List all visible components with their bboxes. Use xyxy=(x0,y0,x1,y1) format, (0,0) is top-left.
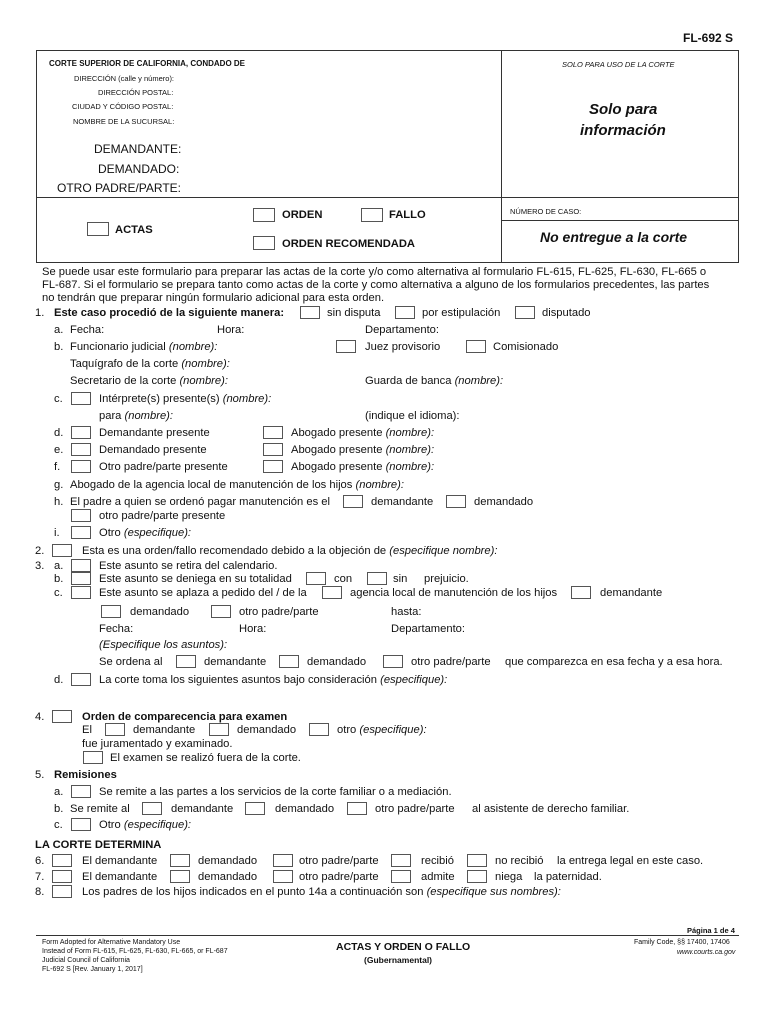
interpreter-label xyxy=(99,393,271,406)
other-parent-attorney-name-hint: (nombre): xyxy=(385,461,435,473)
recommended-name-hint: (especifique nombre): xyxy=(389,545,498,557)
order-label: ORDEN xyxy=(282,209,323,221)
continued-other-parent-label: otro padre/parte xyxy=(239,606,319,618)
stipulation-label: por estipulación xyxy=(422,307,501,319)
ordered-label: Se ordena al xyxy=(99,656,163,668)
footer-title: ACTAS Y ORDEN O FALLO xyxy=(336,941,471,953)
ordered-petitioner-checkbox[interactable] xyxy=(343,495,363,508)
exam-other-text: otro xyxy=(337,724,357,736)
judicial-officer-text: Funcionario judicial xyxy=(70,341,166,353)
exam-respondent-label: demandado xyxy=(237,724,297,736)
referral-other-label xyxy=(99,819,191,832)
petitioner-attorney-label xyxy=(291,427,434,440)
recommended-order-checkbox[interactable] xyxy=(253,236,275,250)
referral-other-checkbox[interactable] xyxy=(71,818,91,831)
intro-line2: FL-687. Si el formulario se prepara tanto como actas de la corte y como alternativa a alguno de los formularios precedentes, las partes xyxy=(42,279,710,291)
interpreter-text: Intérprete(s) presente(s) xyxy=(99,393,220,405)
s8-number: 8. xyxy=(35,886,45,898)
determination-heading: LA CORTE DETERMINA xyxy=(35,839,162,851)
other-parent-attorney-checkbox[interactable] xyxy=(263,460,283,473)
appear-petitioner-checkbox[interactable] xyxy=(176,655,196,668)
service-other-parent-checkbox[interactable] xyxy=(273,854,293,867)
exam-other-specify-hint: (especifique): xyxy=(359,724,427,736)
continued-respondent-checkbox[interactable] xyxy=(101,605,121,618)
without-label: sin xyxy=(393,573,408,585)
s3c-dept-label: Departamento: xyxy=(391,623,466,635)
paternity-respondent-label: demandado xyxy=(198,871,258,883)
temp-judge-checkbox[interactable] xyxy=(336,340,356,353)
minutes-label: ACTAS xyxy=(115,224,153,236)
petitioner-label: DEMANDANTE: xyxy=(94,142,182,156)
with-prejudice-checkbox[interactable] xyxy=(306,572,326,585)
order-checkbox[interactable] xyxy=(253,208,275,222)
ordered-respondent-label: demandado xyxy=(474,496,534,508)
submission-checkbox[interactable] xyxy=(71,673,91,686)
service-petitioner-checkbox[interactable] xyxy=(52,854,72,867)
petitioner-attorney-text: Abogado presente xyxy=(291,427,383,439)
agency-attorney-name-hint: (nombre): xyxy=(355,479,404,491)
s1a-date-label: Fecha: xyxy=(70,324,105,336)
s1g-letter: g. xyxy=(54,479,64,491)
clerk-label xyxy=(70,375,228,388)
adopted-line3: Judicial Council of California xyxy=(42,957,130,964)
contested-label: disputado xyxy=(542,307,591,319)
interpreter-for-text: para xyxy=(99,410,122,422)
appear-other-parent-checkbox[interactable] xyxy=(383,655,403,668)
s1-other-label xyxy=(99,527,191,540)
paternity-petitioner-checkbox[interactable] xyxy=(52,870,72,883)
service-petitioner-label: El demandante xyxy=(82,855,158,867)
exam-petitioner-label: demandante xyxy=(133,724,196,736)
respondent-label: DEMANDADO: xyxy=(98,162,180,176)
court-title: CORTE SUPERIOR DE CALIFORNIA, CONDADO DE xyxy=(49,59,246,68)
contested-checkbox[interactable] xyxy=(515,306,535,319)
s1-other-text: Otro xyxy=(99,527,121,539)
outside-court-label: El examen se realizó fuera de la corte. xyxy=(110,752,301,764)
sworn-text: fue juramentado y examinado. xyxy=(82,738,233,750)
continued-label: Este asunto se aplaza a pedido del / de la xyxy=(99,587,307,599)
bailiff-name-hint: (nombre): xyxy=(454,375,504,387)
service-respondent-checkbox[interactable] xyxy=(170,854,190,867)
family-code-ref: Family Code, §§ 17400, 17406 xyxy=(634,939,730,946)
service-other-parent-label: otro padre/parte xyxy=(299,855,379,867)
examination-title: Orden de comparecencia para examen xyxy=(82,711,288,723)
continued-petitioner-label: demandante xyxy=(600,587,663,599)
referred-other-parent-checkbox[interactable] xyxy=(347,802,367,815)
referred-respondent-checkbox[interactable] xyxy=(245,802,265,815)
facilitator-text: al asistente de derecho familiar. xyxy=(472,803,630,815)
received-checkbox[interactable] xyxy=(391,854,411,867)
intro-line3: no tendrán que preparar ningún formulario adicional para esta orden. xyxy=(42,292,385,304)
admits-checkbox[interactable] xyxy=(391,870,411,883)
other-parent-attorney-label xyxy=(291,461,434,474)
s5b-letter: b. xyxy=(54,803,64,815)
appear-respondent-label: demandado xyxy=(307,656,367,668)
other-parent-label: OTRO PADRE/PARTE: xyxy=(57,181,182,195)
page-number: Página 1 de 4 xyxy=(687,926,735,935)
ordered-other-parent-checkbox[interactable] xyxy=(71,509,91,522)
s3-number: 3. xyxy=(35,560,45,572)
intro-line1: Se puede usar este formulario para preparar las actas de la corte y/o como alternativa al formulario FL-615, FL-625, FL-630, FL-665 o xyxy=(42,266,707,278)
s1d-letter: d. xyxy=(54,427,64,439)
continued-agency-checkbox[interactable] xyxy=(322,586,342,599)
paternity-other-parent-label: otro padre/parte xyxy=(299,871,379,883)
s3c-letter: c. xyxy=(54,587,63,599)
off-calendar-label: Este asunto se retira del calendario. xyxy=(99,560,278,572)
exam-respondent-checkbox[interactable] xyxy=(209,723,229,736)
referred-petitioner-label: demandante xyxy=(171,803,234,815)
reporter-text: Taquígrafo de la corte xyxy=(70,358,179,370)
other-parent-present-checkbox[interactable] xyxy=(71,460,91,473)
parents-specify-hint: (especifique sus nombres): xyxy=(426,886,561,898)
bailiff-label xyxy=(365,375,503,388)
respondent-attorney-text: Abogado presente xyxy=(291,444,383,456)
language-label: (indique el idioma): xyxy=(365,410,460,422)
referred-petitioner-checkbox[interactable] xyxy=(142,802,162,815)
address-street-label: DIRECCIÓN (calle y número): xyxy=(74,74,175,83)
judicial-officer-label xyxy=(70,341,217,354)
clerk-name-hint: (nombre): xyxy=(179,375,228,387)
other-parent-attorney-text: Abogado presente xyxy=(291,461,383,473)
continued-other-parent-checkbox[interactable] xyxy=(211,605,231,618)
reporter-name-hint: (nombre): xyxy=(181,358,230,370)
s5a-letter: a. xyxy=(54,786,64,798)
paternity-petitioner-label: El demandante xyxy=(82,871,158,883)
address-mail-label: DIRECCIÓN POSTAL: xyxy=(98,88,174,97)
city-zip-label: CIUDAD Y CÓDIGO POSTAL: xyxy=(72,102,174,111)
ordered-respondent-checkbox[interactable] xyxy=(446,495,466,508)
examination-the: El xyxy=(82,724,92,736)
reporter-label xyxy=(70,358,230,371)
submission-specify-hint: (especifique): xyxy=(380,674,448,686)
referral-other-text: Otro xyxy=(99,819,121,831)
commissioner-checkbox[interactable] xyxy=(466,340,486,353)
s1i-letter: i. xyxy=(54,527,60,539)
s6-number: 6. xyxy=(35,855,45,867)
exam-petitioner-checkbox[interactable] xyxy=(105,723,125,736)
court-use-label: SOLO PARA USO DE LA CORTE xyxy=(562,60,675,69)
petitioner-attorney-checkbox[interactable] xyxy=(263,426,283,439)
agency-attorney-label xyxy=(70,479,404,492)
not-received-label: no recibió xyxy=(495,855,544,867)
denies-checkbox[interactable] xyxy=(467,870,487,883)
off-calendar-checkbox[interactable] xyxy=(71,559,91,572)
adopted-line2: Instead of Form FL-615, FL-625, FL-630, FL-665, or FL-687 xyxy=(42,948,228,955)
agency-attorney-text: Abogado de la agencia local de manutención de los hijos xyxy=(70,479,353,491)
with-label: con xyxy=(334,573,353,585)
examination-checkbox[interactable] xyxy=(52,710,72,723)
paternity-respondent-checkbox[interactable] xyxy=(170,870,190,883)
s3b-letter: b. xyxy=(54,573,64,585)
form-code: FL-692 S xyxy=(683,31,734,45)
stipulation-checkbox[interactable] xyxy=(395,306,415,319)
ordered-other-parent-label: otro padre/parte presente xyxy=(99,510,226,522)
family-court-label: Se remite a las partes a los servicios de la corte familiar o a mediación. xyxy=(99,786,452,798)
s1a-dept-label: Departamento: xyxy=(365,324,440,336)
referrals-title: Remisiones xyxy=(54,769,117,781)
denied-checkbox[interactable] xyxy=(71,572,91,585)
s3d-letter: d. xyxy=(54,674,64,686)
paternity-text: la paternidad. xyxy=(534,871,602,883)
recommended-label xyxy=(82,545,497,558)
paternity-other-parent-checkbox[interactable] xyxy=(273,870,293,883)
s1f-letter: f. xyxy=(54,461,61,473)
s1a-time-label: Hora: xyxy=(217,324,245,336)
s1a-letter: a. xyxy=(54,324,64,336)
s3a-letter: a. xyxy=(54,560,64,572)
continued-to-label: hasta: xyxy=(391,606,422,618)
prejudice-label: prejuicio. xyxy=(424,573,469,585)
uncontested-label: sin disputa xyxy=(327,307,381,319)
s1-title: Este caso procedió de la siguiente manera: xyxy=(54,307,285,319)
specify-issues-label: (Especifique los asuntos): xyxy=(99,639,228,651)
other-parent-present-label: Otro padre/parte presente xyxy=(99,461,228,473)
judgment-checkbox[interactable] xyxy=(361,208,383,222)
parents-text: Los padres de los hijos indicados en el punto 14a a continuación son xyxy=(82,886,424,898)
s5c-letter: c. xyxy=(54,819,63,831)
referral-other-specify-hint: (especifique): xyxy=(123,819,192,831)
denies-label: niega xyxy=(495,871,523,883)
respondent-attorney-name-hint: (nombre): xyxy=(385,444,435,456)
s1-other-specify-hint: (especifique): xyxy=(123,527,192,539)
recommended-text: Esta es una orden/fallo recomendado debido a la objeción de xyxy=(82,545,387,557)
continued-petitioner-checkbox[interactable] xyxy=(571,586,591,599)
ordered-petitioner-label: demandante xyxy=(371,496,434,508)
respondent-present-label: Demandado presente xyxy=(99,444,207,456)
petitioner-present-checkbox[interactable] xyxy=(71,426,91,439)
judgment-label: FALLO xyxy=(389,209,426,221)
s3c-time-label: Hora: xyxy=(239,623,267,635)
commissioner-label: Comisionado xyxy=(493,341,559,353)
case-number-label: NÚMERO DE CASO: xyxy=(510,207,582,216)
continued-respondent-label: demandado xyxy=(130,606,190,618)
s1-number: 1. xyxy=(35,307,45,319)
branch-name-label: NOMBRE DE LA SUCURSAL: xyxy=(73,117,175,126)
s7-number: 7. xyxy=(35,871,45,883)
uncontested-checkbox[interactable] xyxy=(300,306,320,319)
info-only-line1: Solo para xyxy=(589,101,658,118)
temp-judge-label: Juez provisorio xyxy=(365,341,441,353)
outside-court-checkbox[interactable] xyxy=(83,751,103,764)
bailiff-text: Guarda de banca xyxy=(365,375,452,387)
without-prejudice-checkbox[interactable] xyxy=(367,572,387,585)
s1h-letter: h. xyxy=(54,496,64,508)
continued-agency-label: agencia local de manutención de los hijos xyxy=(350,587,558,599)
judicial-officer-name-hint: (nombre): xyxy=(168,341,218,353)
referred-respondent-label: demandado xyxy=(275,803,335,815)
respondent-present-checkbox[interactable] xyxy=(71,443,91,456)
s1c-letter: c. xyxy=(54,393,63,405)
service-respondent-label: demandado xyxy=(198,855,258,867)
appear-other-parent-label: otro padre/parte xyxy=(411,656,491,668)
footer-subtitle: (Gubernamental) xyxy=(364,955,433,965)
exam-other-checkbox[interactable] xyxy=(309,723,329,736)
s1b-letter: b. xyxy=(54,341,64,353)
website-link[interactable]: www.courts.ca.gov xyxy=(677,949,736,956)
petitioner-present-label: Demandante presente xyxy=(99,427,210,439)
ordered-parent-label: El padre a quien se ordenó pagar manutención es el xyxy=(70,496,330,508)
s2-number: 2. xyxy=(35,545,45,557)
respondent-attorney-label xyxy=(291,444,434,457)
parents-label xyxy=(82,886,561,899)
adopted-line4: FL-692 S [Rev. January 1, 2017] xyxy=(42,966,143,973)
continued-checkbox[interactable] xyxy=(71,586,91,599)
clerk-text: Secretario de la corte xyxy=(70,375,177,387)
received-label: recibió xyxy=(421,855,454,867)
s1e-letter: e. xyxy=(54,444,64,456)
family-court-checkbox[interactable] xyxy=(71,785,91,798)
denied-label: Este asunto se deniega en su totalidad xyxy=(99,573,292,585)
s3c-date-label: Fecha: xyxy=(99,623,134,635)
appear-respondent-checkbox[interactable] xyxy=(279,655,299,668)
parents-checkbox[interactable] xyxy=(52,885,72,898)
petitioner-attorney-name-hint: (nombre): xyxy=(385,427,435,439)
exam-other-label xyxy=(337,724,427,737)
interpreter-checkbox[interactable] xyxy=(71,392,91,405)
referred-other-parent-label: otro padre/parte xyxy=(375,803,455,815)
recommended-order-label: ORDEN RECOMENDADA xyxy=(282,238,416,250)
interpreter-for-name-hint: (nombre): xyxy=(124,410,174,422)
s1-other-checkbox[interactable] xyxy=(71,526,91,539)
admits-label: admite xyxy=(421,871,455,883)
respondent-attorney-checkbox[interactable] xyxy=(263,443,283,456)
do-not-file-note: No entregue a la corte xyxy=(540,229,688,245)
not-received-checkbox[interactable] xyxy=(467,854,487,867)
recommended-checkbox[interactable] xyxy=(52,544,72,557)
submission-text: La corte toma los siguientes asuntos bajo consideración xyxy=(99,674,377,686)
minutes-checkbox[interactable] xyxy=(87,222,109,236)
service-text: la entrega legal en este caso. xyxy=(557,855,704,867)
appear-petitioner-label: demandante xyxy=(204,656,267,668)
appear-text: que comparezca en esa fecha y a esa hora. xyxy=(505,656,723,668)
interpreter-name-hint: (nombre): xyxy=(222,393,272,405)
adopted-line1: Form Adopted for Alternative Mandatory Use xyxy=(42,939,181,946)
s5-number: 5. xyxy=(35,769,45,781)
s4-number: 4. xyxy=(35,711,45,723)
referred-label: Se remite al xyxy=(70,803,130,815)
interpreter-for-label xyxy=(99,410,173,423)
submission-label xyxy=(99,674,447,687)
info-only-line2: información xyxy=(580,122,666,139)
